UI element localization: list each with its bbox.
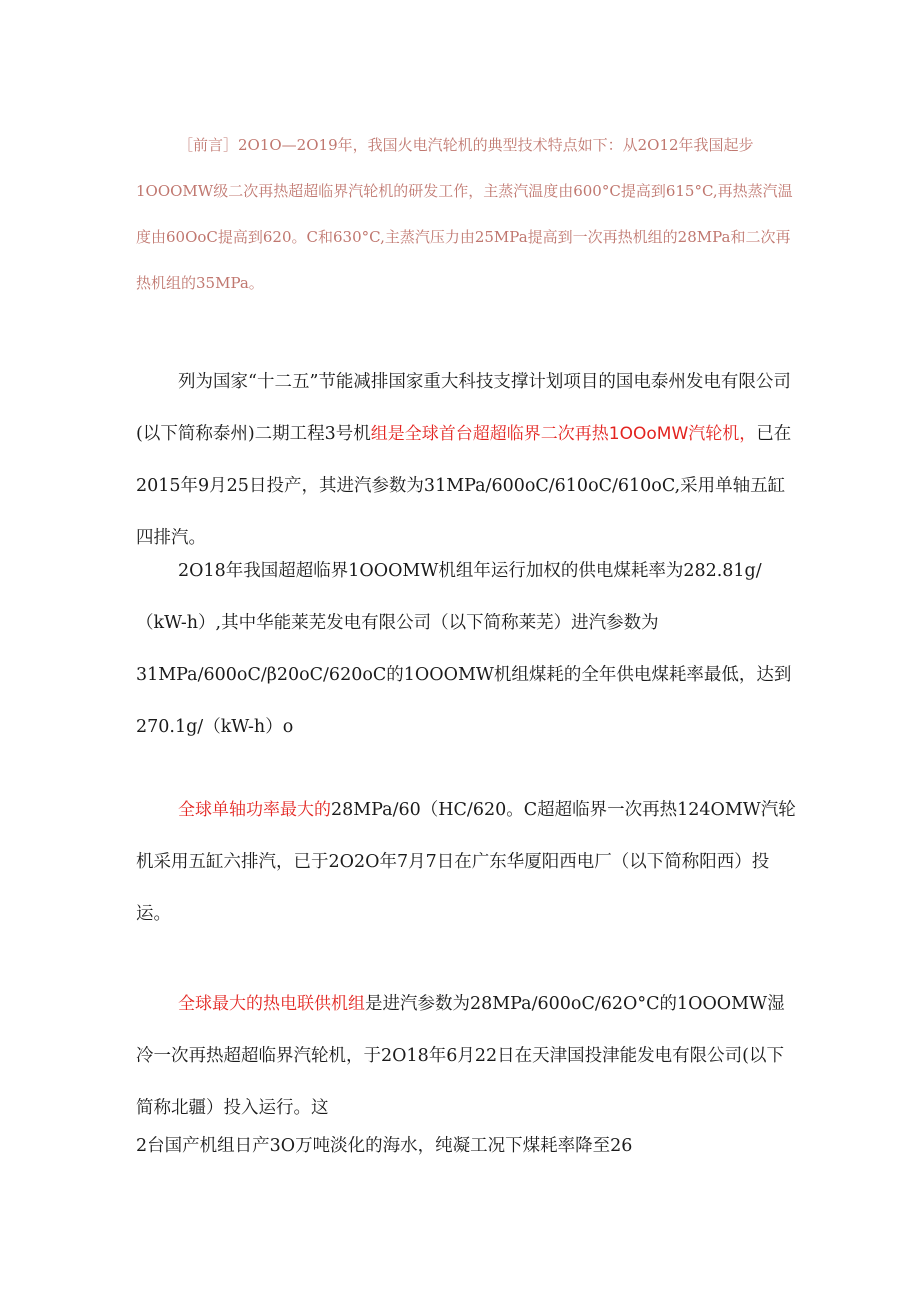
yangxi-text: 28MPa∕60（HC∕620。C超超临界一次再热124OMW汽轮机采用五缸六排汽，已于2O2O年7月7日在广东华厦阳西电厂（以下简称阳西）投运。 <box>136 800 796 924</box>
taizhou-paragraph <box>136 356 796 564</box>
desalination-text: 2台国产机组日产3O万吨淡化的海水，纯凝工况下煤耗率降至26 <box>136 1136 633 1156</box>
laiwu-text: 2O18年我国超超临界1OOOMW机组年运行加权的供电煤耗率为282.81g/（kW-h）,其中华能莱芜发电有限公司（以下简称莱芜）进汽参数为31MPa∕600oC∕β20oC∕620oC的1OOOMW机组煤耗的全年供电煤耗率最低，达到270.1g/（kW-h）o <box>136 561 792 737</box>
yangxi-paragraph <box>136 784 796 940</box>
desalination-line <box>136 1120 796 1172</box>
beijiang-highlight: 全球最大的热电联供机组 <box>178 994 365 1014</box>
laiwu-paragraph <box>136 545 796 753</box>
yangxi-highlight: 全球单轴功率最大的 <box>178 800 331 820</box>
taizhou-highlight: 组是全球首台超超临界二次再热1OOoMW汽轮机， <box>370 424 757 444</box>
beijiang-text: 是进汽参数为28MPa∕600oC∕62O°C的1OOOMW湿冷一次再热超超临界汽轮机，于2O18年6月22日在天津国投津能发电有限公司(以下简称北疆）投入运行。这 <box>136 994 785 1118</box>
taizhou-text-start: 列为国家“十二五”节能减排国家重大科技支撑计划项目的国电泰州发电有限公司(以下简称泰州)二期工程3号机 <box>136 372 791 444</box>
preface-text: ［前言］2O1O—2O19年，我国火电汽轮机的典型技术特点如下：从2O12年我国起步1OOOMW级二次再热超超临界汽轮机的研发工作，主蒸汽温度由600°C提高到615°C,再热蒸汽温度由60OoC提高到620。C和630°C,主蒸汽压力由25MPa提高到一次再热机组的28MPa和二次再热机组的35MPa。 <box>136 136 793 292</box>
preface-paragraph <box>136 122 796 306</box>
taizhou-text-end: 已在2015年9月25日投产，其进汽参数为31MPa∕600oC∕610oC∕610oC,采用单轴五缸四排汽。 <box>136 424 792 548</box>
beijiang-paragraph <box>136 978 796 1134</box>
